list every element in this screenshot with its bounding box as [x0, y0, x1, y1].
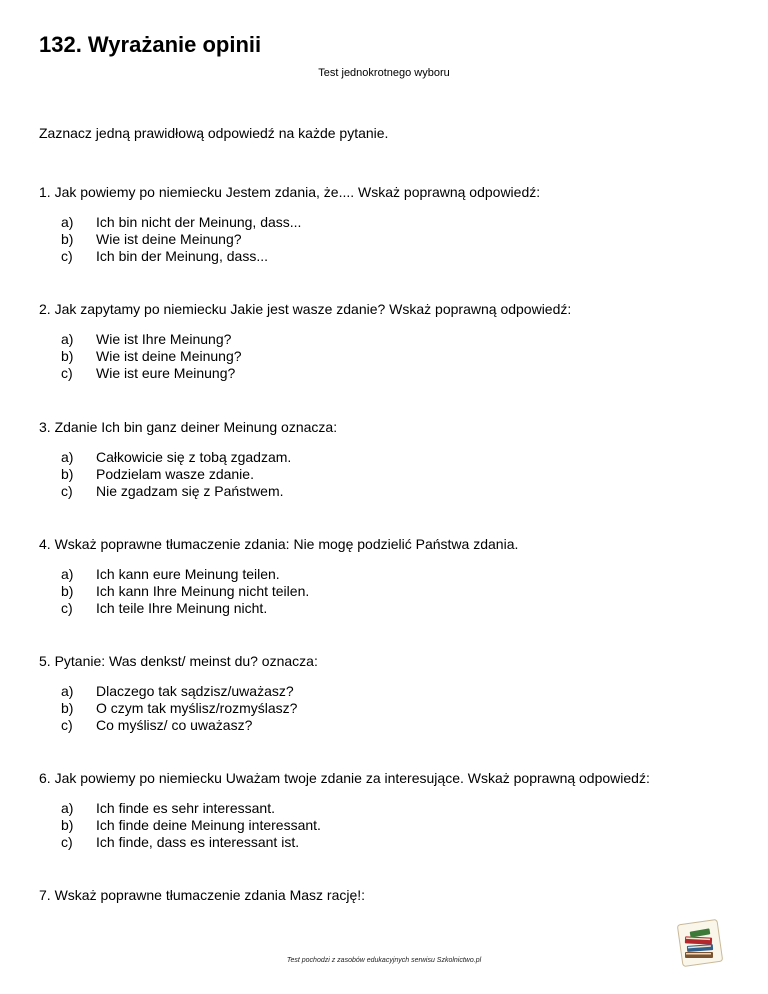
answer-letter: c): [61, 483, 73, 499]
answer-option: [39, 214, 739, 231]
answer-text: Dlaczego tak sądzisz/uważasz?: [96, 683, 294, 699]
answer-letter: c): [61, 248, 73, 264]
answer-option: [39, 483, 739, 500]
question-6: [39, 768, 739, 851]
answer-list: [39, 800, 739, 851]
answer-letter: a): [61, 683, 74, 699]
answer-option: [39, 817, 739, 834]
question-5: [39, 651, 739, 734]
answer-text: Wie ist Ihre Meinung?: [96, 331, 232, 347]
answer-option: [39, 600, 739, 617]
answer-option: [39, 466, 739, 483]
answer-letter: c): [61, 365, 73, 381]
answer-letter: b): [61, 348, 74, 364]
answer-text: Podzielam wasze zdanie.: [96, 466, 254, 482]
footer-source-note: Test pochodzi z zasobów edukacyjnych serwisu Szkolnictwo.pl: [286, 957, 482, 964]
answer-text: Co myślisz/ co uważasz?: [96, 717, 253, 733]
answer-text: Ich finde es sehr interessant.: [96, 800, 275, 816]
answer-option: [39, 683, 739, 700]
answer-list: [39, 566, 739, 617]
answer-letter: b): [61, 583, 74, 599]
answer-text: Całkowicie się z tobą zgadzam.: [96, 449, 292, 465]
answer-text: Wie ist deine Meinung?: [96, 348, 242, 364]
page-subtitle: Test jednokrotnego wyboru: [318, 67, 450, 79]
answer-letter: b): [61, 231, 74, 247]
answer-letter: b): [61, 817, 74, 833]
answer-text: Ich bin der Meinung, dass...: [96, 248, 268, 264]
question-3: [39, 417, 739, 500]
question-text: 1. Jak powiemy po niemiecku Jestem zdania, że.... Wskaż poprawną odpowiedź:: [39, 184, 541, 200]
answer-text: Ich finde, dass es interessant ist.: [96, 834, 300, 850]
answer-letter: a): [61, 449, 74, 465]
answer-text: Ich bin nicht der Meinung, dass...: [96, 214, 302, 230]
answer-option: [39, 800, 739, 817]
question-text: 7. Wskaż poprawne tłumaczenie zdania Masz rację!:: [39, 887, 366, 903]
question-2: [39, 299, 739, 382]
question-text: 3. Zdanie Ich bin ganz deiner Meinung oznacza:: [39, 419, 338, 435]
answer-option: [39, 365, 739, 382]
books-stack-icon: [676, 918, 724, 968]
answer-text: Nie zgadzam się z Państwem.: [96, 483, 284, 499]
question-7: [39, 885, 739, 905]
answer-text: Ich teile Ihre Meinung nicht.: [96, 600, 268, 616]
answer-option: [39, 583, 739, 600]
question-4: [39, 534, 739, 617]
question-text: 6. Jak powiemy po niemiecku Uważam twoje zdanie za interesujące. Wskaż poprawną odpowiedź:: [39, 770, 650, 786]
answer-letter: c): [61, 600, 73, 616]
answer-option: [39, 231, 739, 248]
answer-option: [39, 834, 739, 851]
answer-text: Wie ist deine Meinung?: [96, 231, 242, 247]
page-title: 132. Wyrażanie opinii: [39, 32, 262, 57]
answer-letter: b): [61, 466, 74, 482]
answer-text: Ich finde deine Meinung interessant.: [96, 817, 321, 833]
question-text: 2. Jak zapytamy po niemiecku Jakie jest wasze zdanie? Wskaż poprawną odpowiedź:: [39, 301, 572, 317]
answer-list: [39, 683, 739, 734]
answer-option: [39, 331, 739, 348]
answer-text: Wie ist eure Meinung?: [96, 365, 236, 381]
answer-letter: c): [61, 834, 73, 850]
answer-option: [39, 700, 739, 717]
answer-text: O czym tak myślisz/rozmyślasz?: [96, 700, 298, 716]
answer-option: [39, 348, 739, 365]
answer-letter: b): [61, 700, 74, 716]
answer-letter: a): [61, 331, 74, 347]
question-1: [39, 182, 739, 265]
answer-option: [39, 449, 739, 466]
answer-option: [39, 717, 739, 734]
question-text: 4. Wskaż poprawne tłumaczenie zdania: Nie mogę podzielić Państwa zdania.: [39, 536, 519, 552]
answer-option: [39, 566, 739, 583]
answer-text: Ich kann Ihre Meinung nicht teilen.: [96, 583, 310, 599]
instruction-text: Zaznacz jedną prawidłową odpowiedź na każde pytanie.: [39, 125, 389, 141]
answer-list: [39, 449, 739, 500]
answer-list: [39, 214, 739, 265]
answer-list: [39, 331, 739, 382]
answer-option: [39, 248, 739, 265]
answer-letter: a): [61, 800, 74, 816]
answer-letter: a): [61, 566, 74, 582]
answer-letter: a): [61, 214, 74, 230]
answer-text: Ich kann eure Meinung teilen.: [96, 566, 280, 582]
question-text: 5. Pytanie: Was denkst/ meinst du? oznacza:: [39, 653, 318, 669]
answer-letter: c): [61, 717, 73, 733]
